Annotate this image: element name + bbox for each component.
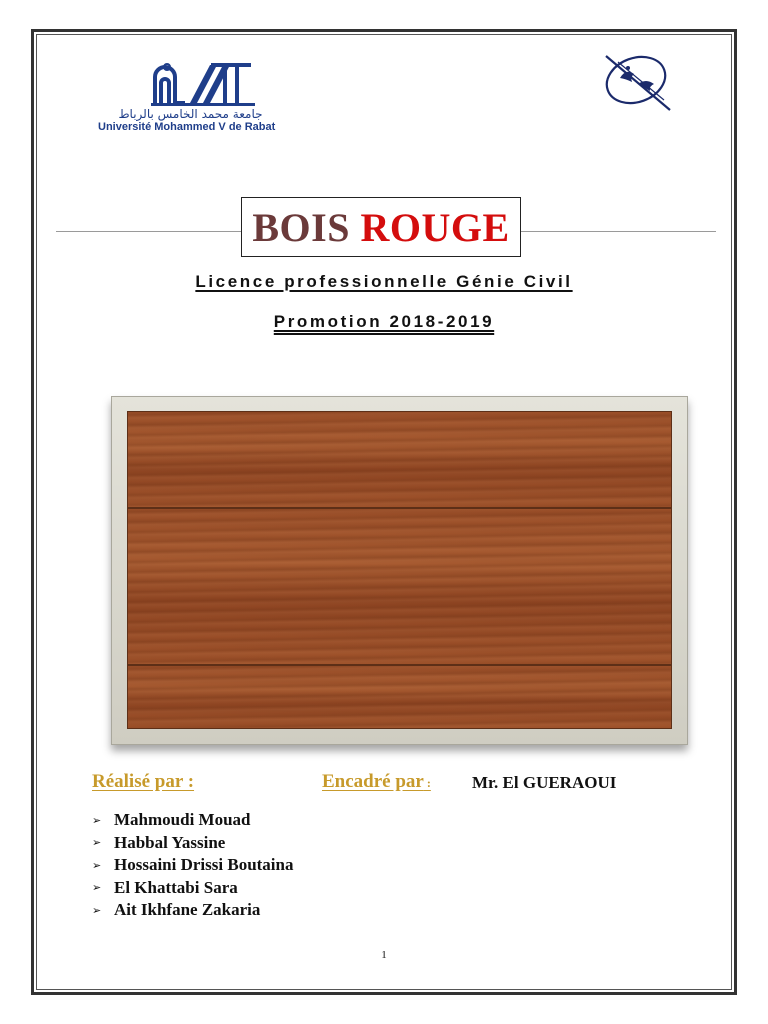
list-item (92, 899, 294, 922)
encadre-par-label (322, 771, 431, 793)
faculty-emblem-logo (598, 50, 678, 114)
member-name: Hossaini Drissi Boutaina (114, 855, 294, 875)
list-item (92, 877, 294, 900)
wood-plank (127, 411, 672, 508)
arrow-bullet-icon: ➢ (92, 813, 102, 827)
arrow-bullet-icon: ➢ (92, 903, 102, 917)
title-word-bois: BOIS (252, 204, 350, 250)
list-item (92, 809, 294, 832)
list-item (92, 854, 294, 877)
subtitle-licence (0, 272, 768, 292)
red-wood-image (111, 396, 688, 745)
title-word-rouge: ROUGE (360, 204, 510, 250)
arrow-bullet-icon: ➢ (92, 836, 102, 850)
encadre-par-text: Encadré par (322, 771, 424, 792)
member-name: Mahmoudi Mouad (114, 810, 251, 830)
member-name: Habbal Yassine (114, 832, 226, 852)
encadre-par-colon: : (423, 776, 431, 790)
university-name-arabic: جامعة محمد الخامس بالرباط (118, 107, 263, 121)
title-rule-left (56, 231, 242, 232)
member-list (92, 809, 294, 922)
arrow-bullet-icon: ➢ (92, 858, 102, 872)
member-name: Ait Ikhfane Zakaria (114, 900, 261, 920)
supervisor-name: Mr. El GUERAOUI (472, 773, 617, 792)
wood-plank (127, 665, 672, 729)
realise-par-label: Réalisé par : (92, 771, 195, 792)
document-title (241, 197, 521, 257)
subtitle-licence-text: Licence professionnelle Génie Civil (195, 272, 573, 291)
wood-plank (127, 508, 672, 665)
page-number: 1 (381, 949, 387, 961)
subtitle-promotion (0, 312, 768, 332)
list-item (92, 832, 294, 855)
arrow-bullet-icon: ➢ (92, 881, 102, 895)
subtitle-promotion-text: Promotion 2018-2019 (273, 312, 495, 331)
member-name: El Khattabi Sara (114, 877, 238, 897)
university-name: Université Mohammed V de Rabat (98, 121, 276, 133)
title-rule-right (520, 231, 716, 232)
